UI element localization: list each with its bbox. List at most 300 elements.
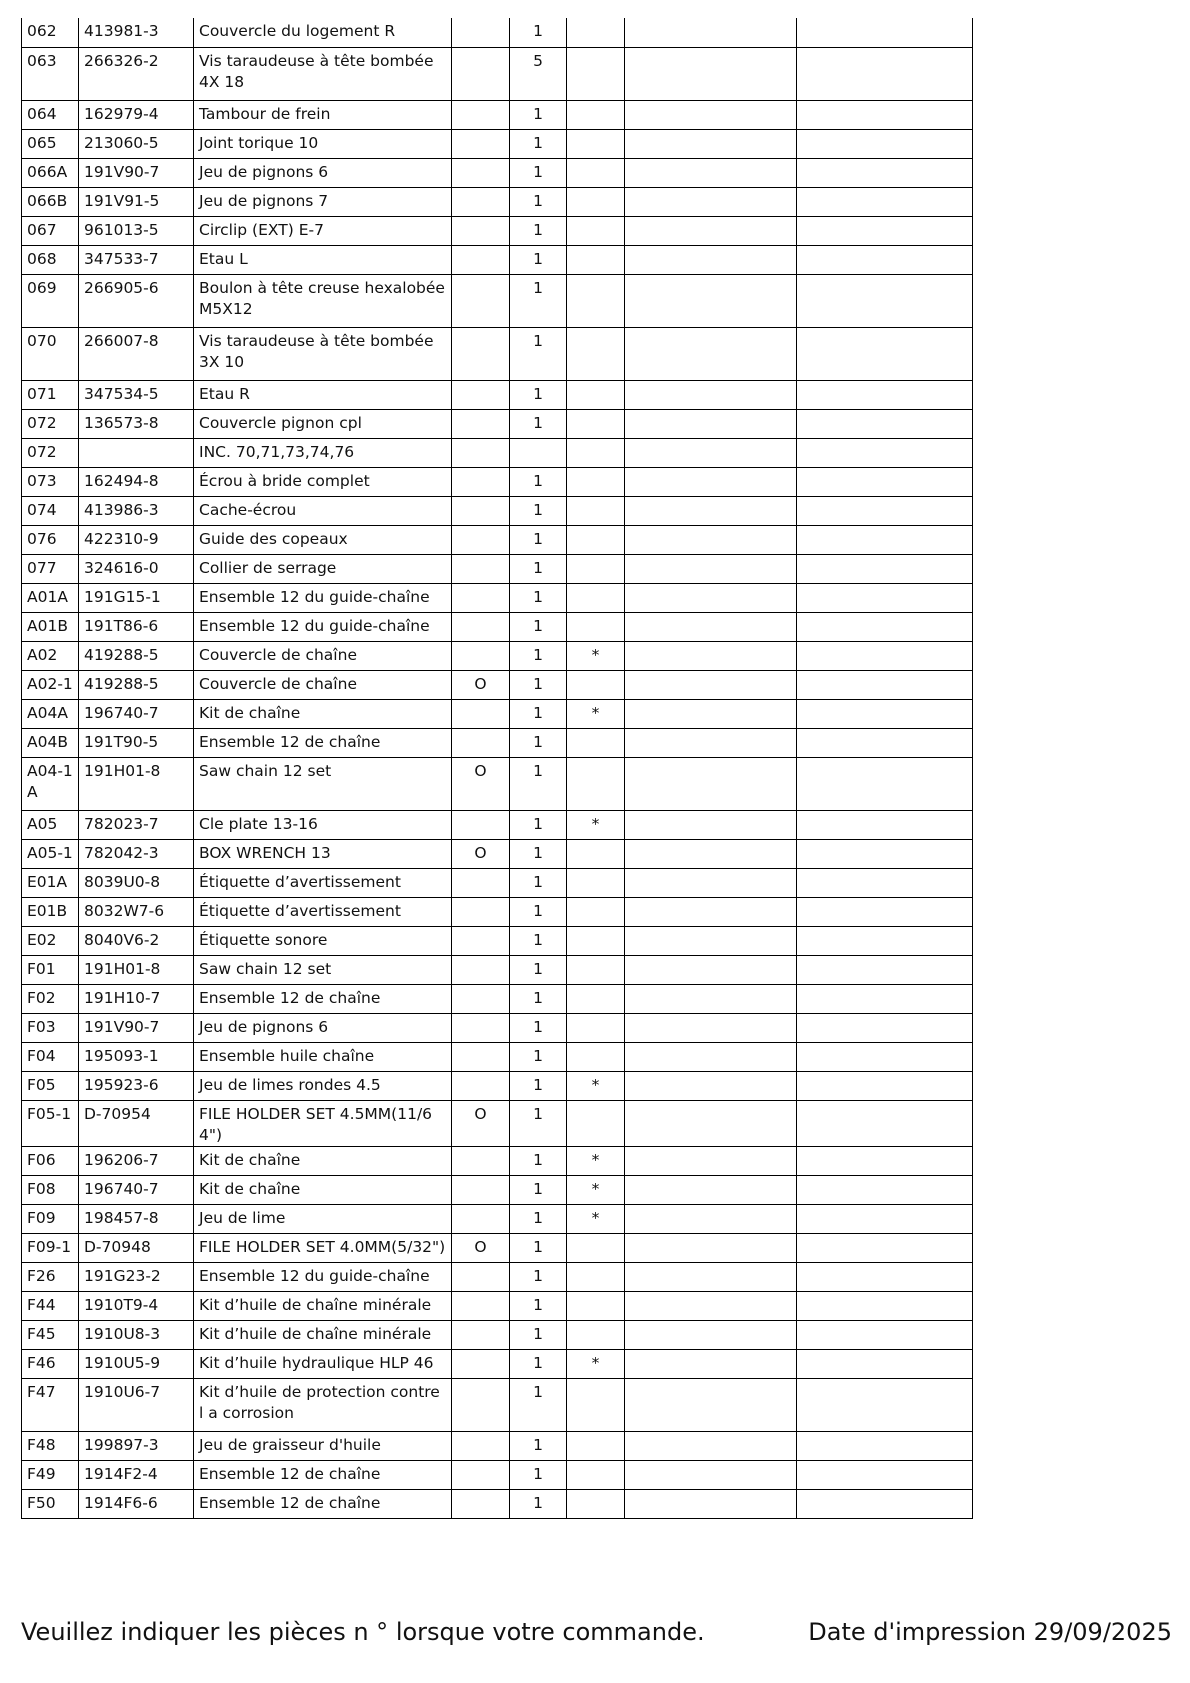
blank-cell bbox=[625, 47, 797, 100]
quantity-cell: 1 bbox=[510, 158, 567, 187]
note-mark-cell bbox=[567, 1262, 625, 1291]
option-cell bbox=[452, 699, 510, 728]
quantity-cell: 1 bbox=[510, 525, 567, 554]
blank-cell bbox=[625, 554, 797, 583]
blank-cell bbox=[797, 1349, 973, 1378]
option-cell bbox=[452, 1204, 510, 1233]
part-number-cell: 162979-4 bbox=[79, 100, 194, 129]
quantity-cell: 1 bbox=[510, 467, 567, 496]
note-mark-cell bbox=[567, 757, 625, 810]
part-number-cell: 196740-7 bbox=[79, 1175, 194, 1204]
part-number-cell: 8040V6-2 bbox=[79, 926, 194, 955]
blank-cell bbox=[797, 525, 973, 554]
blank-cell bbox=[797, 1100, 973, 1146]
option-cell bbox=[452, 926, 510, 955]
item-number-cell: A02-1 bbox=[22, 670, 79, 699]
option-cell bbox=[452, 1489, 510, 1518]
item-number-cell: 077 bbox=[22, 554, 79, 583]
table-row bbox=[22, 47, 973, 100]
note-mark-cell bbox=[567, 18, 625, 47]
part-number-cell: 8032W7-6 bbox=[79, 897, 194, 926]
description-cell: Ensemble 12 de chaîne bbox=[194, 1489, 452, 1518]
part-number-cell: 196206-7 bbox=[79, 1146, 194, 1175]
blank-cell bbox=[625, 1349, 797, 1378]
note-mark-cell bbox=[567, 1291, 625, 1320]
table-row bbox=[22, 245, 973, 274]
table-row bbox=[22, 525, 973, 554]
part-number-cell: 191V91-5 bbox=[79, 187, 194, 216]
item-number-cell: F50 bbox=[22, 1489, 79, 1518]
part-number-cell: 782042-3 bbox=[79, 839, 194, 868]
table-row bbox=[22, 380, 973, 409]
description-cell: Ensemble 12 de chaîne bbox=[194, 728, 452, 757]
item-number-cell: A05 bbox=[22, 810, 79, 839]
item-number-cell: F47 bbox=[22, 1378, 79, 1431]
part-number-cell: 199897-3 bbox=[79, 1431, 194, 1460]
blank-cell bbox=[625, 380, 797, 409]
blank-cell bbox=[797, 1320, 973, 1349]
quantity-cell: 1 bbox=[510, 1378, 567, 1431]
blank-cell bbox=[797, 380, 973, 409]
blank-cell bbox=[625, 187, 797, 216]
description-cell: Étiquette sonore bbox=[194, 926, 452, 955]
blank-cell bbox=[797, 757, 973, 810]
blank-cell bbox=[797, 554, 973, 583]
description-cell: Jeu de pignons 6 bbox=[194, 1013, 452, 1042]
item-number-cell: 076 bbox=[22, 525, 79, 554]
table-row bbox=[22, 18, 973, 47]
option-cell bbox=[452, 612, 510, 641]
blank-cell bbox=[797, 926, 973, 955]
quantity-cell: 1 bbox=[510, 1042, 567, 1071]
blank-cell bbox=[797, 1262, 973, 1291]
part-number-cell: 191V90-7 bbox=[79, 158, 194, 187]
option-cell bbox=[452, 158, 510, 187]
note-mark-cell bbox=[567, 1100, 625, 1146]
blank-cell bbox=[797, 1489, 973, 1518]
table-row bbox=[22, 757, 973, 810]
description-cell: Kit d’huile hydraulique HLP 46 bbox=[194, 1349, 452, 1378]
description-cell: Kit de chaîne bbox=[194, 699, 452, 728]
note-mark-cell bbox=[567, 1460, 625, 1489]
option-cell bbox=[452, 216, 510, 245]
blank-cell bbox=[625, 438, 797, 467]
table-row bbox=[22, 1291, 973, 1320]
description-cell: Couvercle de chaîne bbox=[194, 670, 452, 699]
blank-cell bbox=[797, 327, 973, 380]
description-cell: Joint torique 10 bbox=[194, 129, 452, 158]
quantity-cell: 1 bbox=[510, 810, 567, 839]
blank-cell bbox=[797, 984, 973, 1013]
quantity-cell: 1 bbox=[510, 187, 567, 216]
table-row bbox=[22, 1320, 973, 1349]
quantity-cell: 1 bbox=[510, 1204, 567, 1233]
quantity-cell bbox=[510, 438, 567, 467]
quantity-cell: 1 bbox=[510, 583, 567, 612]
blank-cell bbox=[625, 1013, 797, 1042]
part-number-cell: 961013-5 bbox=[79, 216, 194, 245]
quantity-cell: 1 bbox=[510, 1233, 567, 1262]
option-cell bbox=[452, 1042, 510, 1071]
option-cell: O bbox=[452, 839, 510, 868]
item-number-cell: F46 bbox=[22, 1349, 79, 1378]
option-cell bbox=[452, 1349, 510, 1378]
part-number-cell: 198457-8 bbox=[79, 1204, 194, 1233]
table-row bbox=[22, 554, 973, 583]
part-number-cell: D-70954 bbox=[79, 1100, 194, 1146]
quantity-cell: 1 bbox=[510, 100, 567, 129]
description-cell: Kit de chaîne bbox=[194, 1146, 452, 1175]
option-cell bbox=[452, 984, 510, 1013]
note-mark-cell bbox=[567, 868, 625, 897]
blank-cell bbox=[797, 868, 973, 897]
blank-cell bbox=[625, 1042, 797, 1071]
note-mark-cell bbox=[567, 955, 625, 984]
item-number-cell: 067 bbox=[22, 216, 79, 245]
parts-table-body bbox=[22, 18, 973, 1518]
description-cell: Écrou à bride complet bbox=[194, 467, 452, 496]
table-row bbox=[22, 583, 973, 612]
blank-cell bbox=[797, 129, 973, 158]
part-number-cell: 136573-8 bbox=[79, 409, 194, 438]
blank-cell bbox=[625, 496, 797, 525]
blank-cell bbox=[625, 670, 797, 699]
description-cell: INC. 70,71,73,74,76 bbox=[194, 438, 452, 467]
option-cell: O bbox=[452, 670, 510, 699]
blank-cell bbox=[625, 955, 797, 984]
part-number-cell: 266007-8 bbox=[79, 327, 194, 380]
quantity-cell: 1 bbox=[510, 1460, 567, 1489]
item-number-cell: F08 bbox=[22, 1175, 79, 1204]
note-mark-cell bbox=[567, 728, 625, 757]
table-row bbox=[22, 810, 973, 839]
quantity-cell: 1 bbox=[510, 670, 567, 699]
item-number-cell: A01B bbox=[22, 612, 79, 641]
table-row bbox=[22, 868, 973, 897]
blank-cell bbox=[625, 1233, 797, 1262]
option-cell bbox=[452, 1146, 510, 1175]
blank-cell bbox=[797, 1042, 973, 1071]
description-cell: Kit de chaîne bbox=[194, 1175, 452, 1204]
quantity-cell: 1 bbox=[510, 757, 567, 810]
quantity-cell: 1 bbox=[510, 612, 567, 641]
table-row bbox=[22, 1204, 973, 1233]
option-cell bbox=[452, 187, 510, 216]
blank-cell bbox=[797, 1431, 973, 1460]
part-number-cell: 422310-9 bbox=[79, 525, 194, 554]
blank-cell bbox=[625, 129, 797, 158]
item-number-cell: 071 bbox=[22, 380, 79, 409]
part-number-cell: 162494-8 bbox=[79, 467, 194, 496]
blank-cell bbox=[797, 1013, 973, 1042]
description-cell: Étiquette d’avertissement bbox=[194, 897, 452, 926]
option-cell bbox=[452, 897, 510, 926]
part-number-cell: 266326-2 bbox=[79, 47, 194, 100]
item-number-cell: F06 bbox=[22, 1146, 79, 1175]
blank-cell bbox=[797, 216, 973, 245]
description-cell: Kit d’huile de chaîne minérale bbox=[194, 1291, 452, 1320]
blank-cell bbox=[797, 18, 973, 47]
quantity-cell: 1 bbox=[510, 18, 567, 47]
quantity-cell: 5 bbox=[510, 47, 567, 100]
blank-cell bbox=[625, 984, 797, 1013]
item-number-cell: 066B bbox=[22, 187, 79, 216]
description-cell: Vis taraudeuse à tête bombée 3X 10 bbox=[194, 327, 452, 380]
note-mark-cell bbox=[567, 438, 625, 467]
option-cell bbox=[452, 467, 510, 496]
blank-cell bbox=[625, 612, 797, 641]
quantity-cell: 1 bbox=[510, 926, 567, 955]
table-row bbox=[22, 955, 973, 984]
quantity-cell: 1 bbox=[510, 1349, 567, 1378]
quantity-cell: 1 bbox=[510, 699, 567, 728]
description-cell: Boulon à tête creuse hexalobée M5X12 bbox=[194, 274, 452, 327]
quantity-cell: 1 bbox=[510, 216, 567, 245]
item-number-cell: E01B bbox=[22, 897, 79, 926]
blank-cell bbox=[625, 1204, 797, 1233]
blank-cell bbox=[625, 100, 797, 129]
quantity-cell: 1 bbox=[510, 327, 567, 380]
option-cell: O bbox=[452, 1100, 510, 1146]
table-row bbox=[22, 897, 973, 926]
quantity-cell: 1 bbox=[510, 1013, 567, 1042]
quantity-cell: 1 bbox=[510, 728, 567, 757]
item-number-cell: 064 bbox=[22, 100, 79, 129]
table-row bbox=[22, 1100, 973, 1146]
table-row bbox=[22, 496, 973, 525]
description-cell: Ensemble huile chaîne bbox=[194, 1042, 452, 1071]
part-number-cell: 413986-3 bbox=[79, 496, 194, 525]
item-number-cell: E01A bbox=[22, 868, 79, 897]
table-row bbox=[22, 438, 973, 467]
part-number-cell: 195093-1 bbox=[79, 1042, 194, 1071]
description-cell: Cache-écrou bbox=[194, 496, 452, 525]
part-number-cell: 191H10-7 bbox=[79, 984, 194, 1013]
blank-cell bbox=[797, 1146, 973, 1175]
table-row bbox=[22, 409, 973, 438]
blank-cell bbox=[625, 1100, 797, 1146]
option-cell bbox=[452, 1460, 510, 1489]
note-mark-cell bbox=[567, 926, 625, 955]
table-row bbox=[22, 839, 973, 868]
blank-cell bbox=[797, 728, 973, 757]
description-cell: Étiquette d’avertissement bbox=[194, 868, 452, 897]
option-cell bbox=[452, 868, 510, 897]
description-cell: Jeu de pignons 6 bbox=[194, 158, 452, 187]
option-cell: O bbox=[452, 757, 510, 810]
table-row bbox=[22, 1460, 973, 1489]
note-mark-cell bbox=[567, 525, 625, 554]
table-row bbox=[22, 100, 973, 129]
option-cell bbox=[452, 1175, 510, 1204]
table-row bbox=[22, 1146, 973, 1175]
option-cell bbox=[452, 1071, 510, 1100]
note-mark-cell bbox=[567, 467, 625, 496]
blank-cell bbox=[625, 641, 797, 670]
item-number-cell: F01 bbox=[22, 955, 79, 984]
note-mark-cell bbox=[567, 1233, 625, 1262]
item-number-cell: F48 bbox=[22, 1431, 79, 1460]
option-cell bbox=[452, 47, 510, 100]
note-mark-cell bbox=[567, 245, 625, 274]
blank-cell bbox=[625, 839, 797, 868]
part-number-cell: 191H01-8 bbox=[79, 757, 194, 810]
option-cell bbox=[452, 1291, 510, 1320]
option-cell bbox=[452, 554, 510, 583]
description-cell: Ensemble 12 du guide-chaîne bbox=[194, 612, 452, 641]
description-cell: Couvercle de chaîne bbox=[194, 641, 452, 670]
blank-cell bbox=[797, 955, 973, 984]
option-cell bbox=[452, 380, 510, 409]
table-row bbox=[22, 926, 973, 955]
note-mark-cell: * bbox=[567, 1349, 625, 1378]
note-mark-cell bbox=[567, 274, 625, 327]
description-cell: FILE HOLDER SET 4.0MM(5/32") bbox=[194, 1233, 452, 1262]
note-mark-cell bbox=[567, 897, 625, 926]
table-row bbox=[22, 984, 973, 1013]
note-mark-cell bbox=[567, 984, 625, 1013]
description-cell: Kit d’huile de chaîne minérale bbox=[194, 1320, 452, 1349]
description-cell: Saw chain 12 set bbox=[194, 955, 452, 984]
item-number-cell: 063 bbox=[22, 47, 79, 100]
blank-cell bbox=[625, 274, 797, 327]
note-mark-cell: * bbox=[567, 1204, 625, 1233]
note-mark-cell bbox=[567, 1042, 625, 1071]
note-mark-cell: * bbox=[567, 810, 625, 839]
description-cell: Ensemble 12 du guide-chaîne bbox=[194, 1262, 452, 1291]
option-cell: O bbox=[452, 1233, 510, 1262]
option-cell bbox=[452, 1378, 510, 1431]
note-mark-cell bbox=[567, 1013, 625, 1042]
table-row bbox=[22, 728, 973, 757]
blank-cell bbox=[797, 1071, 973, 1100]
item-number-cell: 074 bbox=[22, 496, 79, 525]
item-number-cell: F05 bbox=[22, 1071, 79, 1100]
item-number-cell: F49 bbox=[22, 1460, 79, 1489]
description-cell: Guide des copeaux bbox=[194, 525, 452, 554]
blank-cell bbox=[625, 699, 797, 728]
table-row bbox=[22, 1175, 973, 1204]
note-mark-cell: * bbox=[567, 1071, 625, 1100]
part-number-cell: 196740-7 bbox=[79, 699, 194, 728]
quantity-cell: 1 bbox=[510, 554, 567, 583]
note-mark-cell bbox=[567, 583, 625, 612]
blank-cell bbox=[625, 409, 797, 438]
item-number-cell: A01A bbox=[22, 583, 79, 612]
item-number-cell: F05-1 bbox=[22, 1100, 79, 1146]
table-row bbox=[22, 670, 973, 699]
item-number-cell: F03 bbox=[22, 1013, 79, 1042]
description-cell: Saw chain 12 set bbox=[194, 757, 452, 810]
note-mark-cell bbox=[567, 1431, 625, 1460]
quantity-cell: 1 bbox=[510, 274, 567, 327]
item-number-cell: F09 bbox=[22, 1204, 79, 1233]
quantity-cell: 1 bbox=[510, 1291, 567, 1320]
part-number-cell: 324616-0 bbox=[79, 554, 194, 583]
item-number-cell: F09-1 bbox=[22, 1233, 79, 1262]
option-cell bbox=[452, 18, 510, 47]
table-row bbox=[22, 274, 973, 327]
table-row bbox=[22, 1349, 973, 1378]
option-cell bbox=[452, 245, 510, 274]
option-cell bbox=[452, 1013, 510, 1042]
note-mark-cell bbox=[567, 47, 625, 100]
table-row bbox=[22, 1013, 973, 1042]
blank-cell bbox=[797, 670, 973, 699]
option-cell bbox=[452, 327, 510, 380]
table-row bbox=[22, 327, 973, 380]
quantity-cell: 1 bbox=[510, 1320, 567, 1349]
table-row bbox=[22, 216, 973, 245]
quantity-cell: 1 bbox=[510, 245, 567, 274]
item-number-cell: 066A bbox=[22, 158, 79, 187]
item-number-cell: A02 bbox=[22, 641, 79, 670]
quantity-cell: 1 bbox=[510, 1100, 567, 1146]
blank-cell bbox=[625, 525, 797, 554]
blank-cell bbox=[797, 47, 973, 100]
note-mark-cell bbox=[567, 409, 625, 438]
blank-cell bbox=[797, 1204, 973, 1233]
blank-cell bbox=[797, 699, 973, 728]
blank-cell bbox=[797, 409, 973, 438]
part-number-cell: 1910U6-7 bbox=[79, 1378, 194, 1431]
table-row bbox=[22, 1378, 973, 1431]
part-number-cell: 413981-3 bbox=[79, 18, 194, 47]
blank-cell bbox=[625, 1291, 797, 1320]
blank-cell bbox=[625, 18, 797, 47]
item-number-cell: A05-1 bbox=[22, 839, 79, 868]
blank-cell bbox=[625, 728, 797, 757]
blank-cell bbox=[625, 1489, 797, 1518]
part-number-cell: 1910U5-9 bbox=[79, 1349, 194, 1378]
part-number-cell: 195923-6 bbox=[79, 1071, 194, 1100]
quantity-cell: 1 bbox=[510, 868, 567, 897]
item-number-cell: F02 bbox=[22, 984, 79, 1013]
item-number-cell: 068 bbox=[22, 245, 79, 274]
note-mark-cell: * bbox=[567, 1146, 625, 1175]
item-number-cell: A04-1A bbox=[22, 757, 79, 810]
blank-cell bbox=[797, 187, 973, 216]
table-row bbox=[22, 1071, 973, 1100]
description-cell: Jeu de pignons 7 bbox=[194, 187, 452, 216]
quantity-cell: 1 bbox=[510, 897, 567, 926]
part-number-cell: 1914F6-6 bbox=[79, 1489, 194, 1518]
description-cell: Jeu de lime bbox=[194, 1204, 452, 1233]
item-number-cell: E02 bbox=[22, 926, 79, 955]
quantity-cell: 1 bbox=[510, 129, 567, 158]
blank-cell bbox=[797, 897, 973, 926]
item-number-cell: F45 bbox=[22, 1320, 79, 1349]
item-number-cell: F26 bbox=[22, 1262, 79, 1291]
part-number-cell: 1914F2-4 bbox=[79, 1460, 194, 1489]
note-mark-cell bbox=[567, 129, 625, 158]
note-mark-cell bbox=[567, 1378, 625, 1431]
part-number-cell: 347534-5 bbox=[79, 380, 194, 409]
table-row bbox=[22, 158, 973, 187]
blank-cell bbox=[625, 1146, 797, 1175]
option-cell bbox=[452, 1431, 510, 1460]
table-row bbox=[22, 1431, 973, 1460]
blank-cell bbox=[625, 1071, 797, 1100]
quantity-cell: 1 bbox=[510, 1071, 567, 1100]
note-mark-cell bbox=[567, 380, 625, 409]
part-number-cell bbox=[79, 438, 194, 467]
part-number-cell: 347533-7 bbox=[79, 245, 194, 274]
item-number-cell: F04 bbox=[22, 1042, 79, 1071]
blank-cell bbox=[797, 612, 973, 641]
quantity-cell: 1 bbox=[510, 641, 567, 670]
print-date: Date d'impression 29/09/2025 bbox=[808, 1618, 1172, 1646]
